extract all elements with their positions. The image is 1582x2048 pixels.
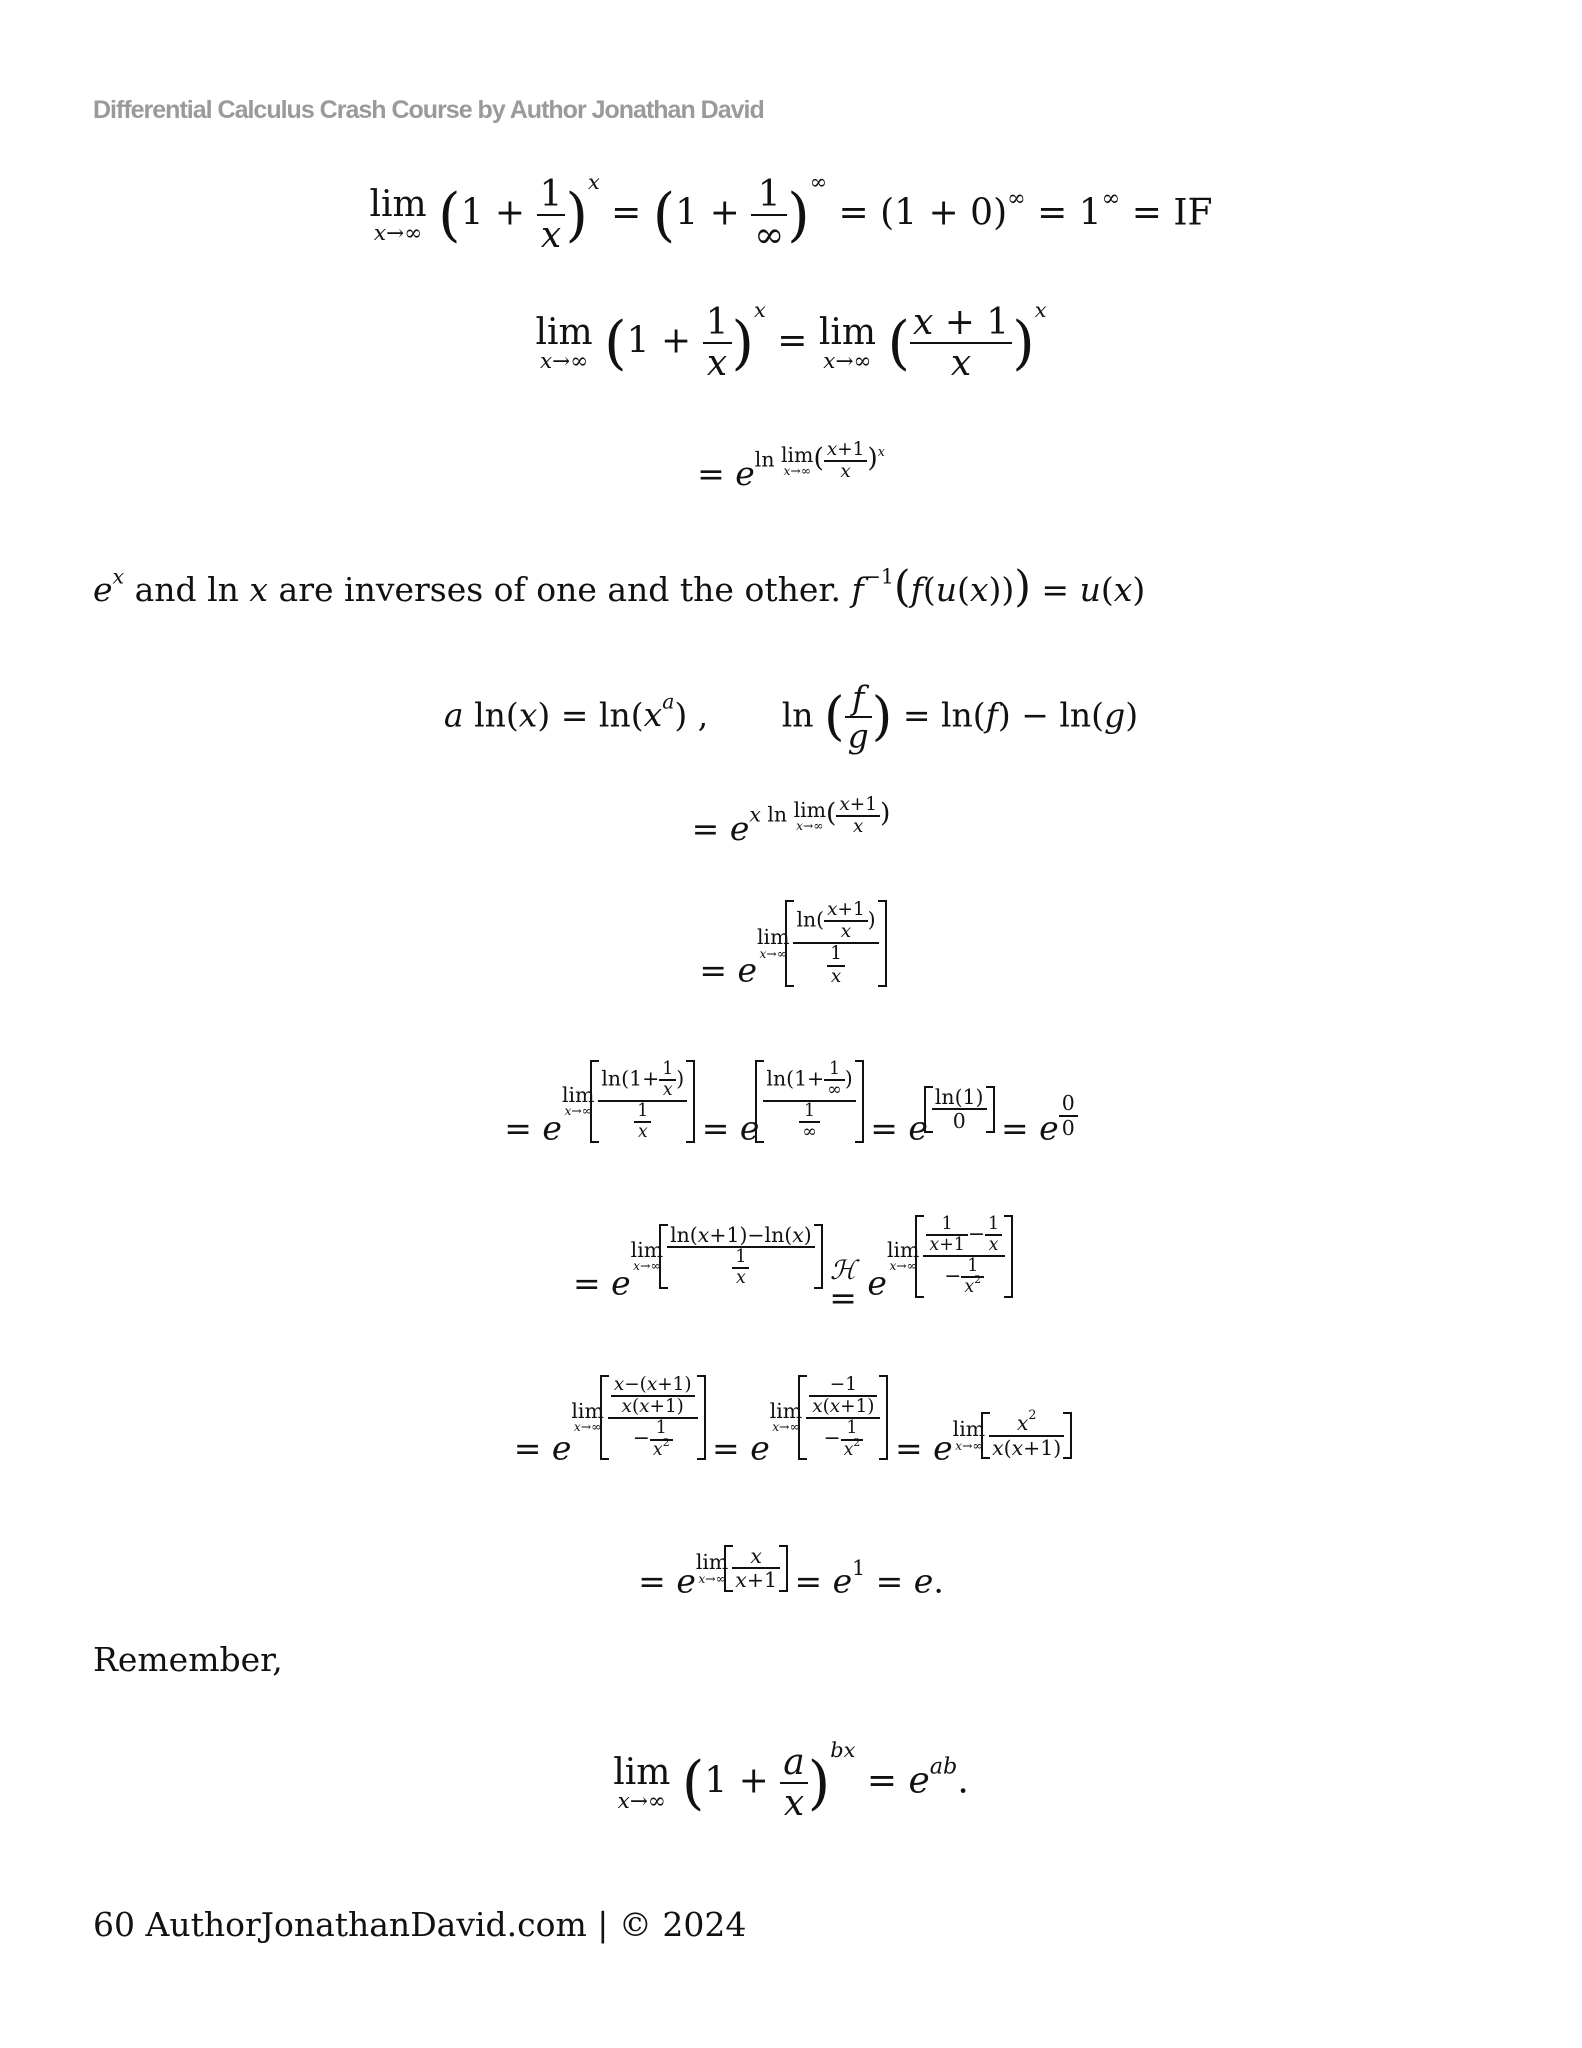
equation-3: = eln lim x→∞ ( $\frac{x+1}{x}$ )$^x$ <box>697 439 885 494</box>
running-header: Differential Calculus Crash Course by Author Jonathan David <box>93 96 764 124</box>
equation-4-log-rules: a $\ln(x) = \ln(x^a)$ , ln ( $\frac{f}{g}$ ) = ln(f) − ln(g) <box>443 678 1139 756</box>
indeterminate-form-label: IF <box>1173 192 1213 234</box>
equation-8: = e lim x→∞ $\frac{\ln(x+1)-\ln(x)}{\frac{1}{x}}$ ℋ = e lim x→∞ $\frac{1}{x+1}$ − $\frac{1}{x}$ − $\frac{1}{x^2}$ <box>0 1215 1582 1312</box>
lhopital-marker: ℋ <box>830 1254 857 1286</box>
equation-11: lim x→∞ (1 + $\frac{a}{x}$ )$bx = e^{ab}$. <box>613 1738 969 1825</box>
equation-5: = ex ln lim x→∞ ( $\frac{x+1}{x}$ ) <box>691 794 891 849</box>
equation-2: lim x→∞ (1 + $\frac{1}{x}$ )x = lim x→∞ ( $\frac{x + 1}{x}$ )x <box>535 298 1047 385</box>
equation-10: = e lim x→∞ $\frac{x}{x+1}$ = $e^1 = e$. <box>638 1544 944 1601</box>
equation-1: lim x→∞ (1 + $\frac{1}{x}$ )x = (1 + $\frac{1}{\infty}$ )∞ = (1 + 0)∞ = 1∞ = IF <box>369 170 1213 257</box>
equation-6: = e lim x→∞ ln( $\frac{x+1}{x}$ ) $\frac{1}{x}$ <box>0 900 1582 990</box>
equation-9: = e lim x→∞ $\frac{x-(x+1)}{x(x+1)}$ − $\frac{1}{x^2}$ = e lim x→∞ $\frac{-1}{x(x+1)}$ − $\frac{1}{x^2}$ = e lim x→∞ $\frac{x^2}{x(x+1)}$ <box>0 1375 1582 1468</box>
page-footer: 60 AuthorJonathanDavid.com | © 2024 <box>93 1905 747 1944</box>
equation-7: = e lim x→∞ ln(1+ $\frac{1}{x}$ ) $\frac{1}{x}$ = e ln(1+ $\frac{1}{\infty}$ ) $\frac{1}{\infty}$ = e $\frac{\ln(1)}{0}$ = e $\frac{0}{0}$ <box>0 1060 1582 1147</box>
inverse-functions-line: $e^x$ and ln x are inverses of one and the other. $f^{-1}(f(u(x))) = u(x)$ <box>93 562 1146 612</box>
remember-text: Remember, <box>93 1640 283 1679</box>
